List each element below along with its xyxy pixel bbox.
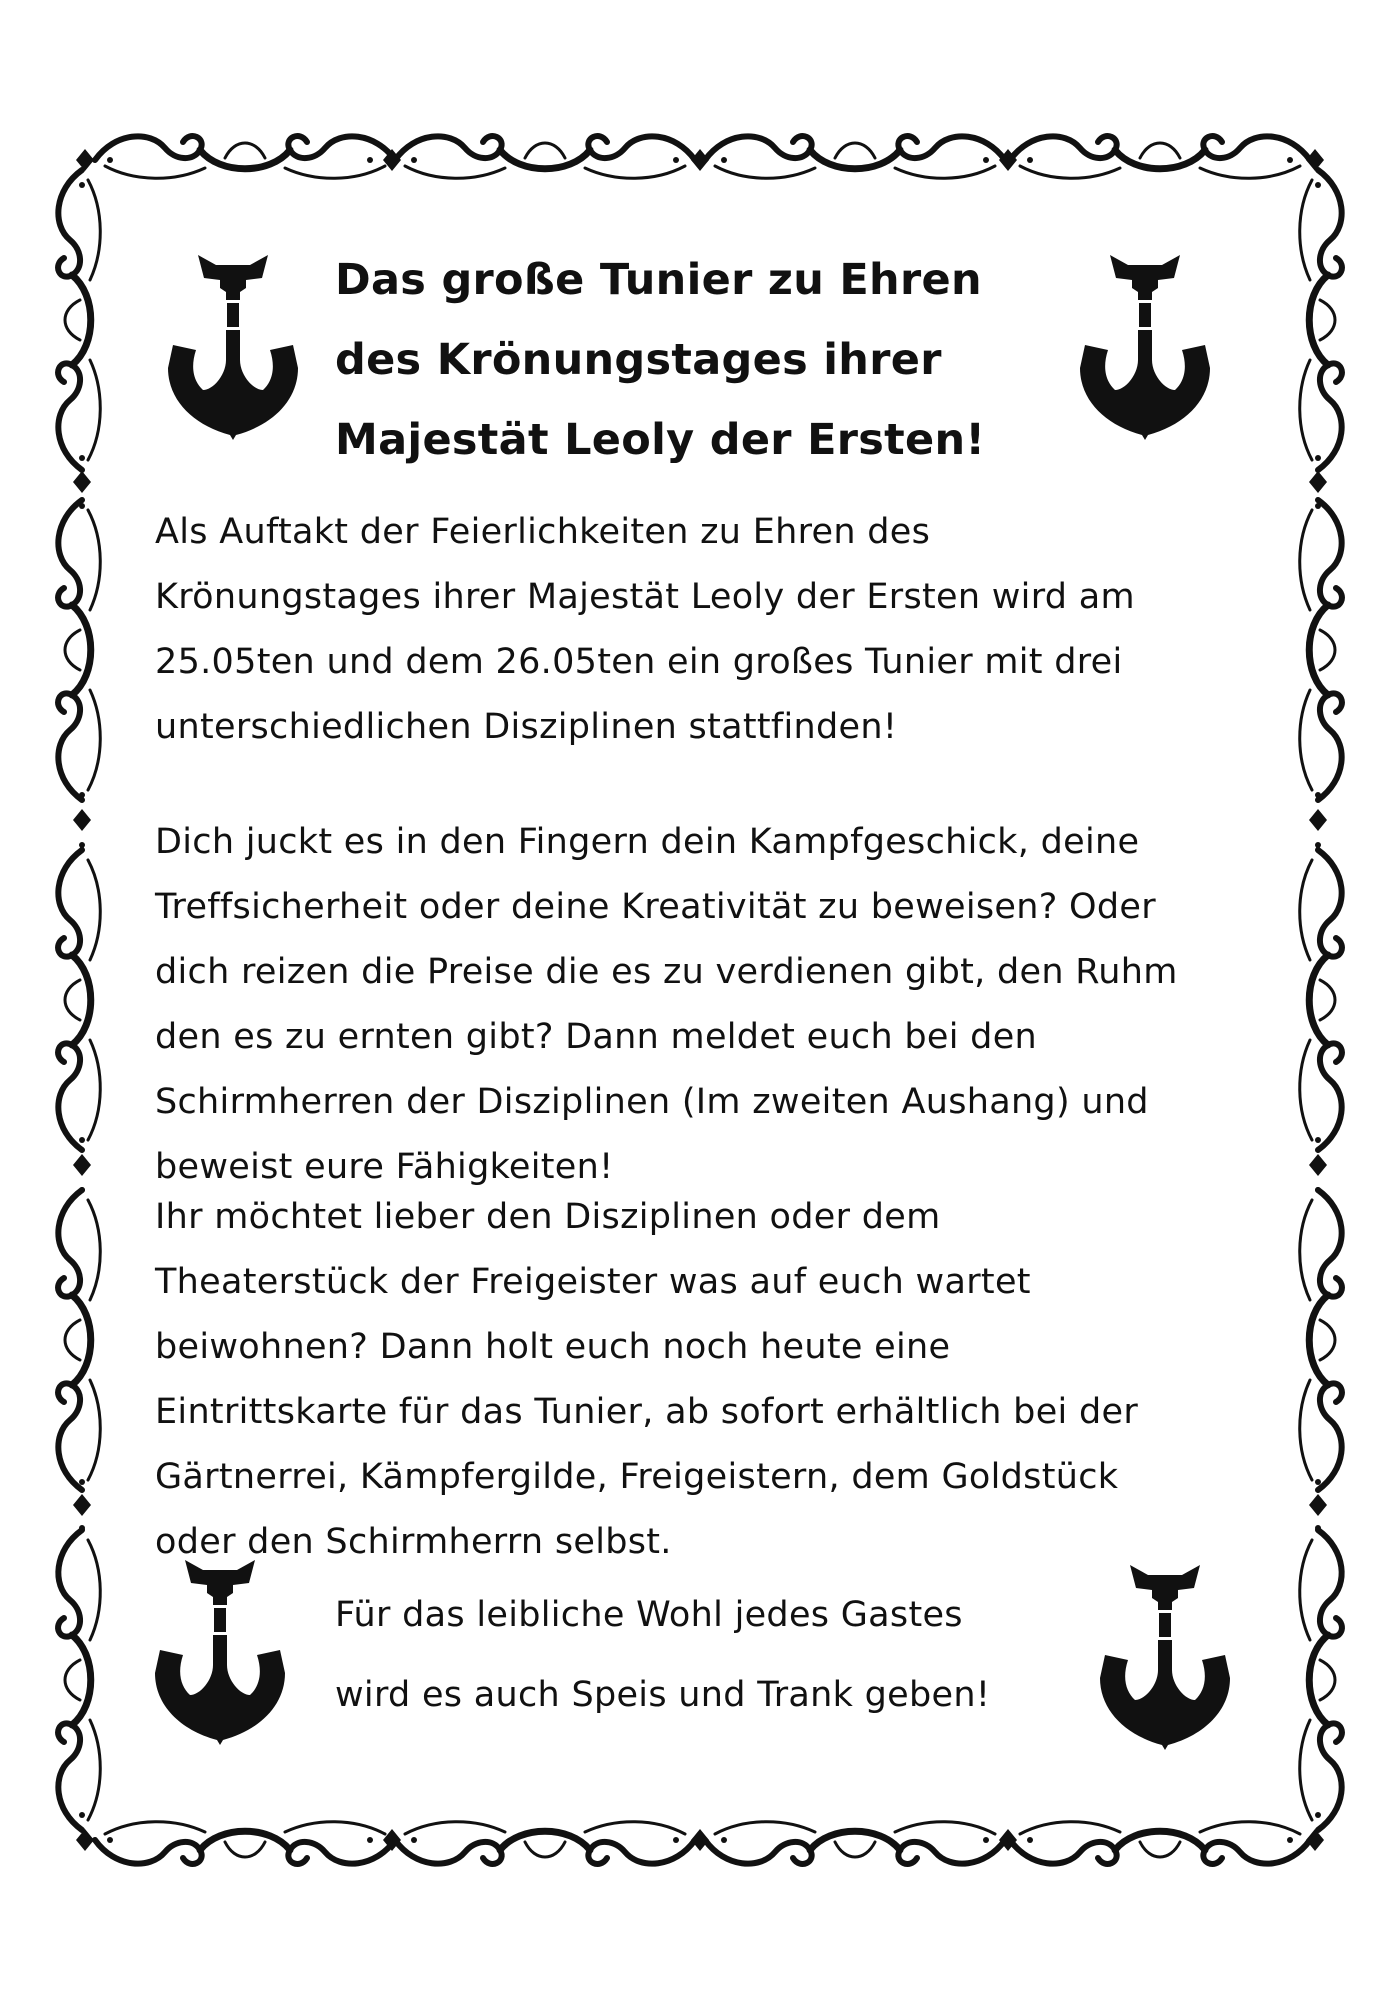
title-line: des Krönungstages ihrer bbox=[335, 335, 942, 385]
text-line: Eintrittskarte für das Tunier, ab sofort erhältlich bei der bbox=[155, 1392, 1139, 1432]
text-line: dich reizen die Preise die es zu verdienen gibt, den Ruhm bbox=[155, 952, 1178, 992]
anchor-icon bbox=[158, 250, 308, 440]
text-line: beiwohnen? Dann holt euch noch heute eine bbox=[155, 1327, 951, 1367]
intro-paragraph bbox=[155, 500, 1265, 760]
invitation-paragraph bbox=[155, 810, 1265, 1200]
text-line: 25.05ten und dem 26.05ten ein großes Tunier mit drei bbox=[155, 642, 1123, 682]
closing-note bbox=[335, 1575, 1095, 1735]
closing-line: Für das leibliche Wohl jedes Gastes bbox=[335, 1595, 963, 1635]
text-line: Theaterstück der Freigeister was auf euch wartet bbox=[155, 1262, 1031, 1302]
page-title bbox=[335, 240, 1095, 480]
text-line: den es zu ernten gibt? Dann meldet euch bei den bbox=[155, 1017, 1038, 1057]
closing-line: wird es auch Speis und Trank geben! bbox=[335, 1675, 991, 1715]
anchor-icon bbox=[145, 1555, 295, 1745]
text-line: unterschiedlichen Disziplinen stattfinden! bbox=[155, 707, 898, 747]
text-line: oder den Schirmherrn selbst. bbox=[155, 1522, 672, 1562]
text-line: Krönungstages ihrer Majestät Leoly der Ersten wird am bbox=[155, 577, 1135, 617]
text-line: Dich juckt es in den Fingern dein Kampfgeschick, deine bbox=[155, 822, 1140, 862]
text-line: Ihr möchtet lieber den Disziplinen oder dem bbox=[155, 1197, 941, 1237]
text-line: Gärtnerrei, Kämpfergilde, Freigeistern, dem Goldstück bbox=[155, 1457, 1119, 1497]
tickets-paragraph bbox=[155, 1185, 1265, 1575]
title-line: Das große Tunier zu Ehren bbox=[335, 255, 982, 305]
text-line: Schirmherren der Disziplinen (Im zweiten Aushang) und bbox=[155, 1082, 1149, 1122]
text-line: Als Auftakt der Feierlichkeiten zu Ehren des bbox=[155, 512, 931, 552]
anchor-icon bbox=[1090, 1560, 1240, 1750]
title-line: Majestät Leoly der Ersten! bbox=[335, 415, 986, 465]
text-line: Treffsicherheit oder deine Kreativität zu beweisen? Oder bbox=[155, 887, 1156, 927]
text-line: beweist eure Fähigkeiten! bbox=[155, 1147, 614, 1187]
